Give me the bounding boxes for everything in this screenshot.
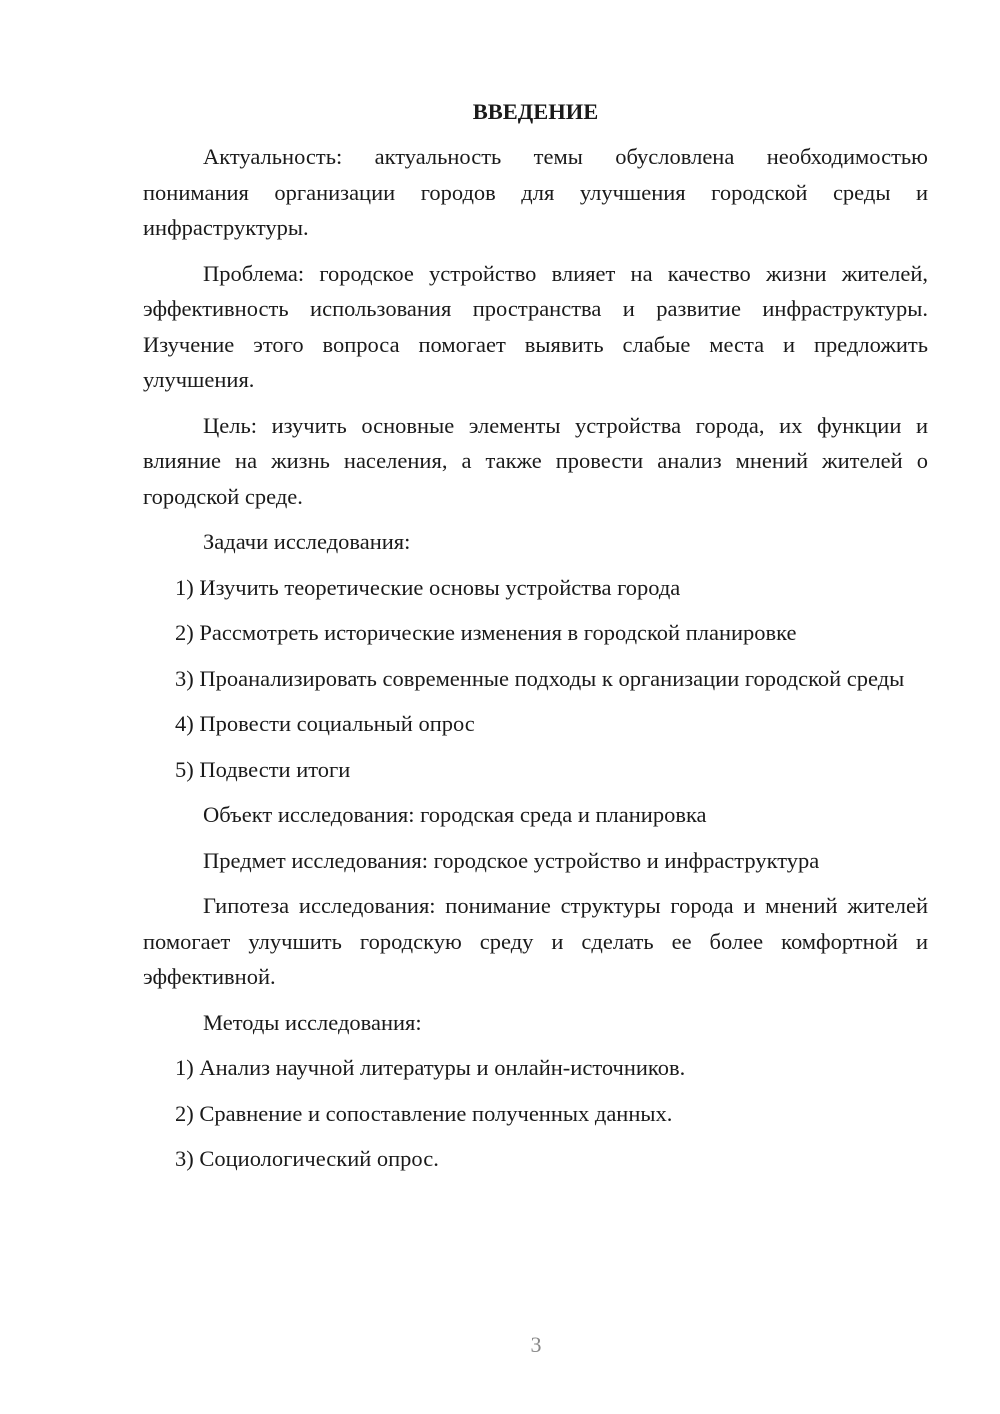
paragraph-subject: Предмет исследования: городское устройство и инфраструктура — [203, 847, 820, 873]
task-item: 5) Подвести итоги — [175, 756, 351, 782]
method-item: 3) Социологический опрос. — [175, 1146, 439, 1171]
task-item: 3) Проанализировать современные подходы к организации городской среды — [175, 665, 905, 691]
task-item: 2) Рассмотреть исторические изменения в городской планировке — [175, 620, 797, 645]
page-content — [143, 94, 928, 1187]
methods-title: Методы исследования: — [203, 1009, 422, 1035]
method-item: 1) Анализ научной литературы и онлайн-источников. — [175, 1055, 686, 1080]
page-number: 3 — [530, 1332, 542, 1357]
paragraph-hypothesis: Гипотеза исследования: понимание структуры города и мнений жителей помогает улучшить городскую среду и сделать ее более комфортной и эффективной. — [143, 893, 928, 989]
paragraph-problem: Проблема: городское устройство влияет на качество жизни жителей, эффективность использования пространства и развитие инфраструктуры. Изучение этого вопроса помогает выявить слабые места и предложить улучшения. — [143, 260, 928, 392]
section-heading: ВВЕДЕНИЕ — [472, 99, 599, 124]
paragraph-object: Объект исследования: городская среда и планировка — [203, 802, 707, 827]
paragraph-goal: Цель: изучить основные элементы устройства города, их функции и влияние на жизнь населения, а также провести анализ мнений жителей о городской среде. — [143, 412, 928, 509]
method-item: 2) Сравнение и сопоставление полученных данных. — [175, 1100, 673, 1126]
paragraph-relevance: Актуальность: актуальность темы обусловлена необходимостью понимания организации городов для улучшения городской среды и инфраструктуры. — [143, 144, 928, 240]
tasks-title: Задачи исследования: — [203, 529, 411, 554]
task-item: 4) Провести социальный опрос — [175, 711, 475, 736]
task-item: 1) Изучить теоретические основы устройства города — [175, 574, 681, 600]
